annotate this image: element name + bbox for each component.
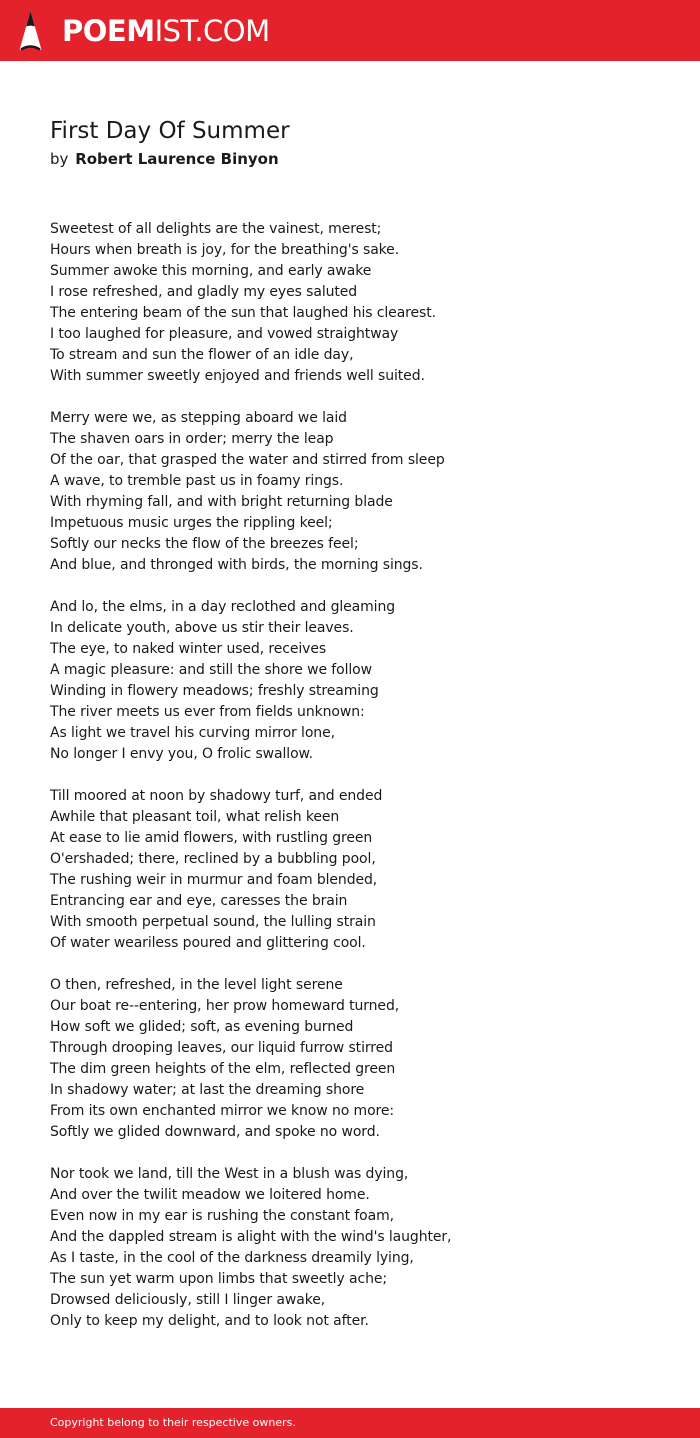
poem-stanza <box>50 975 670 1143</box>
poem-line: Till moored at noon by shadowy turf, and ended <box>50 788 383 804</box>
poem-line: A magic pleasure: and still the shore we follow <box>50 662 372 678</box>
poem-line: Entrancing ear and eye, caresses the brain <box>50 893 348 909</box>
poem-stanza <box>50 597 670 765</box>
poem-line: Of the oar, that grasped the water and stirred from sleep <box>50 452 445 468</box>
poem-line: And over the twilit meadow we loitered home. <box>50 1187 370 1203</box>
copyright-text: Copyright belong to their respective owners. <box>50 1416 296 1429</box>
poem-line: Summer awoke this morning, and early awake <box>50 263 372 279</box>
poem-line: Even now in my ear is rushing the constant foam, <box>50 1208 395 1224</box>
poem-line: A wave, to tremble past us in foamy rings. <box>50 473 344 489</box>
poem-line: The entering beam of the sun that laughed his clearest. <box>50 305 436 321</box>
poem-line: Winding in flowery meadows; freshly streaming <box>50 683 379 699</box>
logo-text-bold: POEM <box>62 14 155 48</box>
poem-line: Softly our necks the flow of the breezes feel; <box>50 536 359 552</box>
poem-line: The sun yet warm upon limbs that sweetly ache; <box>50 1271 387 1287</box>
poem-line: With summer sweetly enjoyed and friends well suited. <box>50 368 425 384</box>
poem-line: Merry were we, as stepping aboard we laid <box>50 410 347 426</box>
poem-line: The eye, to naked winter used, receives <box>50 641 327 657</box>
poem-line: Hours when breath is joy, for the breathing's sake. <box>50 242 400 258</box>
poem-line: Drowsed deliciously, still I linger awake, <box>50 1292 326 1308</box>
poem-line: Awhile that pleasant toil, what relish keen <box>50 809 340 825</box>
poem-line: The shaven oars in order; merry the leap <box>50 431 334 447</box>
poem-line: O'ershaded; there, reclined by a bubbling pool, <box>50 851 376 867</box>
site-logo-link[interactable] <box>18 9 270 53</box>
poem-line: And the dappled stream is alight with the wind's laughter, <box>50 1229 452 1245</box>
poem-line: Of water weariless poured and glittering cool. <box>50 935 366 951</box>
poem-line: Softly we glided downward, and spoke no word. <box>50 1124 380 1140</box>
poem-stanza <box>50 408 670 576</box>
poem-line: At ease to lie amid flowers, with rustling green <box>50 830 373 846</box>
poem-line: In shadowy water; at last the dreaming shore <box>50 1082 365 1098</box>
poem-line: The rushing weir in murmur and foam blended, <box>50 872 378 888</box>
site-logo-text <box>62 9 270 53</box>
poem-line: How soft we glided; soft, as evening burned <box>50 1019 354 1035</box>
poem-line: Sweetest of all delights are the vainest, merest; <box>50 221 382 237</box>
poem-line: O then, refreshed, in the level light serene <box>50 977 343 993</box>
poem-line: To stream and sun the flower of an idle day, <box>50 347 354 363</box>
poem-line: Through drooping leaves, our liquid furrow stirred <box>50 1040 393 1056</box>
poem-line: And blue, and thronged with birds, the morning sings. <box>50 557 423 573</box>
site-footer <box>0 1408 700 1438</box>
poem-stanza <box>50 1164 670 1332</box>
poem-stanza <box>50 219 670 387</box>
poem-author[interactable]: Robert Laurence Binyon <box>75 150 279 168</box>
site-header <box>0 0 700 61</box>
poem-line: Impetuous music urges the rippling keel; <box>50 515 333 531</box>
poem-line: As I taste, in the cool of the darkness dreamily lying, <box>50 1250 414 1266</box>
poem-stanza <box>50 786 670 954</box>
poem-line: From its own enchanted mirror we know no more: <box>50 1103 395 1119</box>
poem-body <box>50 219 670 1353</box>
pencil-icon <box>18 10 43 52</box>
poem-line: I rose refreshed, and gladly my eyes saluted <box>50 284 358 300</box>
poem-byline <box>50 148 279 170</box>
by-label: by <box>50 150 69 168</box>
poem-title: First Day Of Summer <box>50 118 290 144</box>
poem-line: With rhyming fall, and with bright returning blade <box>50 494 393 510</box>
poem-line: And lo, the elms, in a day reclothed and gleaming <box>50 599 396 615</box>
poem-line: As light we travel his curving mirror lone, <box>50 725 335 741</box>
logo-text-light: IST.COM <box>154 14 270 48</box>
poem-line: Our boat re--entering, her prow homeward turned, <box>50 998 400 1014</box>
poem-line: The river meets us ever from fields unknown: <box>50 704 365 720</box>
poem-line: I too laughed for pleasure, and vowed straightway <box>50 326 399 342</box>
poem-line: The dim green heights of the elm, reflected green <box>50 1061 396 1077</box>
poem-line: In delicate youth, above us stir their leaves. <box>50 620 354 636</box>
poem-line: Only to keep my delight, and to look not after. <box>50 1313 369 1329</box>
poem-line: With smooth perpetual sound, the lulling strain <box>50 914 376 930</box>
poem-line: No longer I envy you, O frolic swallow. <box>50 746 313 762</box>
poem-line: Nor took we land, till the West in a blush was dying, <box>50 1166 409 1182</box>
